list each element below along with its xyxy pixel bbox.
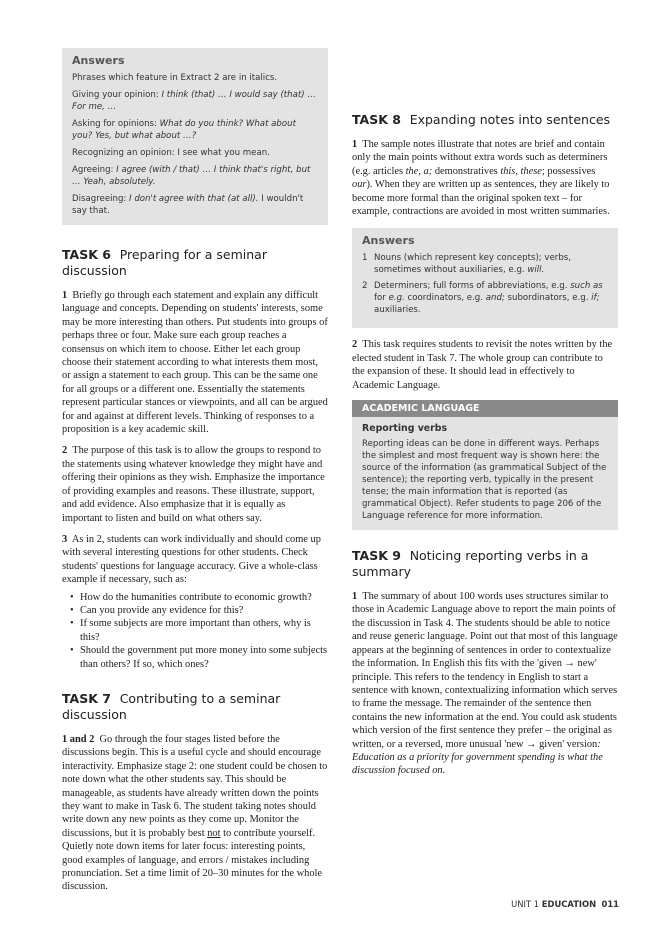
answers-box-extract2	[62, 48, 328, 225]
task8-heading: TASK 8 Expanding notes into sentences	[352, 112, 611, 127]
list-item: • Can you provide any evidence for this?	[70, 604, 328, 617]
academic-language-bar: ACADEMIC LANGUAGE	[352, 400, 618, 417]
answer-agreeing: Agreeing: I agree (with / that) … I think that's right, but … Yeah, absolutely.	[72, 165, 311, 187]
answer-item-1: 1 Nouns (which represent key concepts); verbs, sometimes without auxiliaries, e.g. will.	[362, 253, 572, 276]
task6-question-list	[70, 591, 328, 671]
answers-title: Answers	[72, 54, 125, 67]
right-column	[352, 112, 618, 786]
answers-box-task8	[352, 228, 618, 328]
list-item: • How do the humanities contribute to economic growth?	[70, 591, 328, 604]
answers-intro: Phrases which feature in Extract 2 are in italics.	[72, 73, 278, 83]
task7-heading: TASK 7 Contributing to a seminar discussion	[62, 690, 281, 722]
academic-language-body: Reporting ideas can be done in different ways. Perhaps the simplest and most frequent way is shown here: the source of the information (as grammatical Subject of the sentence); the reporting verb, typically in the present tense; the main information that is reported (as grammatical Object). Refer students to page 206 of the Language reference for more information.	[362, 439, 607, 522]
task6-paragraph-1: 1 Briefly go through each statement and explain any difficult language and concepts. Depending on students' interests, some may be more interesting than others. Put students into groups of perhaps three or four. Make sure each group reaches a consensus on which item to choose. Either let each group choose their statement according to what interests them most, or assign a statement to each group. This can be the same one for all groups or a different one. Essentially the statements represent particular stances or viewpoints, and all can be argued for and against at different levels. Thinking of responses to a proposition is a key academic skill.	[62, 290, 328, 436]
answer-asking-opinions: Asking for opinions: What do you think? What about you? Yes, but what about …?	[72, 119, 296, 141]
answers-title: Answers	[362, 234, 415, 248]
left-column	[62, 48, 328, 902]
answer-item-2: 2 Determiners; full forms of abbreviations, e.g. such as for e.g. coordinators, e.g. and; subordinators, e.g. if; auxiliaries.	[362, 281, 603, 316]
list-item: • If some subjects are more important than others, why is this?	[70, 617, 328, 644]
task6-paragraph-3: 3 As in 2, students can work individually and should come up with several interesting questions for other students. Check students' questions for language accuracy. Give a whole-class example if necessary, such as:	[62, 533, 321, 586]
answers-list	[362, 252, 608, 316]
academic-language-box	[352, 400, 618, 530]
answer-recognizing-opinion: Recognizing an opinion: I see what you mean.	[72, 148, 270, 158]
academic-language-subtitle: Reporting verbs	[362, 423, 448, 435]
task7-paragraph-1: 1 and 2 Go through the four stages listed before the discussions begin. This is a useful cycle and should encourage interactivity. Emphasize stage 2: one student could be chosen to note down what the other students say. This should be manageable, as students have already written down the points they want to make in Task 6. The student taking notes should write down any new points as they come up. Monitor the discussions, but it is probably best not to contribute yourself. Quietly note down items for later focus: interesting points, good examples of language, and errors / mistakes including pronunciation. Set a time limit of 20–30 minutes for the whole discussion.	[62, 733, 328, 893]
footer-page-number: 011	[601, 899, 619, 909]
list-item: • Should the government put more money into some subjects than others? If so, which ones?	[70, 644, 328, 671]
page-footer	[511, 899, 619, 909]
footer-section: EDUCATION	[541, 899, 597, 909]
answer-disagreeing: Disagreeing: I don't agree with that (at all). I wouldn't say that.	[72, 194, 304, 216]
footer-unit: UNIT 1	[511, 899, 540, 909]
task6-heading: TASK 6 Preparing for a seminar discussion	[62, 247, 267, 278]
task9-paragraph-1: 1 The summary of about 100 words uses structures similar to those in Academic Language above to report the main points of the discussion in Task 4. The students should be able to notice and reuse generic language. Point out that most of this language appears at the beginning of sentences in order to contextualize the information. In English this fits with the 'given → new' principle. This refers to the tendency in English to start a sentence with known, contextualizing information which serves to frame the message. The remainder of the sentence then contains the new information at the end. You could ask students which version of the first sentence they prefer – the original as written, or a reversed, more unusual 'new → given' version: Education as a priority for government spending is what the discussion focused on.	[352, 591, 618, 777]
task8-paragraph-1: 1 The sample notes illustrate that notes are brief and contain only the main points without extra words such as determiners (e.g. articles the, a; demonstratives this, these; possessives our). When they are written up as sentences, they are likely to become more formal than the original spoken text – for example, contractions are avoided in most written summaries.	[352, 139, 610, 218]
answer-giving-opinion: Giving your opinion: I think (that) … I would say (that) … For me, …	[72, 90, 316, 112]
task9-heading: TASK 9 Noticing reporting verbs in a summary	[352, 548, 589, 580]
task6-paragraph-2: 2 The purpose of this task is to allow the groups to respond to the statements using whatever knowledge they might have and offering their opinions as they wish. Emphasize the importance of providing examples and reasons. These illustrate, support, and add evidence. Also emphasize that it is equally as important to listen and build on what others say.	[62, 445, 325, 524]
task8-paragraph-2: 2 This task requires students to revisit the notes written by the elected student in Task 7. The whole group can contribute to the expansion of these. It should lead in effectively to Academic Language.	[352, 339, 613, 391]
